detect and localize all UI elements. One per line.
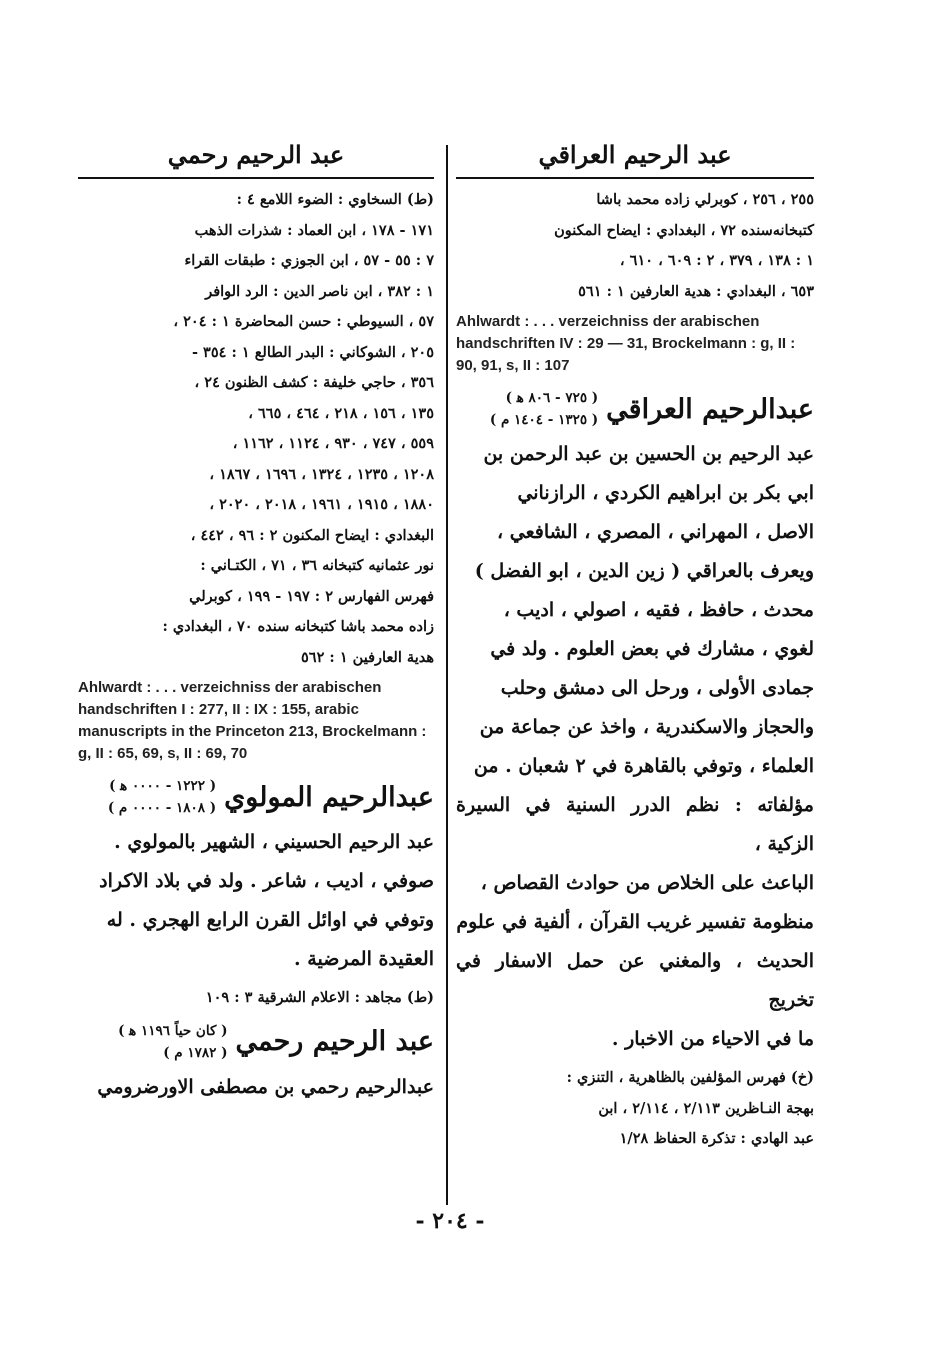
text-line: ٣٥٦ ، حاجي خليفة : كشف الظنون ٢٤ ، bbox=[194, 374, 434, 391]
right-column bbox=[456, 135, 814, 1155]
entry-dates bbox=[490, 387, 598, 431]
entry-body bbox=[78, 1068, 434, 1107]
entry-dates bbox=[118, 1020, 227, 1064]
text-line: ما في الاحياء من الاخبار . bbox=[611, 1028, 814, 1050]
text-line: ٢٠٥ ، الشوكاني : البدر الطالع ١ : ٣٥٤ - bbox=[191, 343, 434, 361]
text-line: الحديث ، والمغني عن حمل الاسفار في تخريج bbox=[456, 950, 814, 1011]
text-line: منظومة تفسير غريب القرآن ، ألفية في علوم bbox=[456, 911, 814, 933]
left-column-header: عبد الرحيم رحمي bbox=[167, 140, 345, 169]
text-line: وتوفي في اوائل القرن الرابع الهجري . له bbox=[106, 909, 434, 931]
text-line: العقيدة المرضية . bbox=[294, 948, 434, 970]
latin-reference: Ahlwardt : . . . verzeichniss der arabischen handschriften IV : 29 — 31, Brockelmann : g, II : 90, 91, s, II : 107 bbox=[456, 313, 796, 374]
text-line: صوفي ، اديب ، شاعر . ولد في بلاد الاكراد bbox=[99, 870, 434, 892]
text-line: ١ : ١٣٨ ، ٣٧٩ ، ٢ : ٦٠٩ ، ٦١٠ ، bbox=[619, 252, 814, 269]
entry-name: عبدالرحيم المولوي bbox=[224, 781, 434, 813]
text-line: ١٢٠٨ ، ١٢٣٥ ، ١٣٢٤ ، ١٦٩٦ ، ١٨٦٧ ، bbox=[209, 465, 434, 483]
text-line: عبد الرحيم بن الحسين بن عبد الرحمن بن bbox=[483, 443, 814, 465]
header-rule bbox=[456, 177, 814, 179]
entry-heading bbox=[78, 1020, 434, 1064]
text-line: العلماء ، وتوفي بالقاهرة في ٢ شعبان . من bbox=[473, 755, 814, 777]
page-number: - ٢٠٤ - bbox=[415, 1208, 485, 1234]
left-column bbox=[78, 135, 434, 1107]
text-line: ويعرف بالعراقي ( زين الدين ، ابو الفضل ) bbox=[474, 560, 814, 582]
entry-name: عبد الرحيم رحمي bbox=[235, 1026, 434, 1057]
text-line: (خ) فهرس المؤلفين بالظاهرية ، التنزي : bbox=[566, 1069, 814, 1086]
right-column-header: عبد الرحيم العراقي bbox=[538, 140, 732, 169]
text-line: محدث ، حافظ ، فقيه ، اصولي ، اديب ، bbox=[503, 599, 814, 621]
continued-references bbox=[456, 185, 814, 307]
entry-body bbox=[78, 823, 434, 979]
text-line: الاصل ، المهراني ، المصري ، الشافعي ، bbox=[497, 521, 814, 543]
text-line: ١ : ٣٨٢ ، ابن ناصر الدين : الرد الوافر bbox=[205, 282, 434, 300]
text-line: هدية العارفين ١ : ٥٦٢ bbox=[301, 648, 434, 666]
dates-hijri: ( كان حياً ١١٩٦ ﻫ ) bbox=[118, 1022, 228, 1039]
text-line: ٢٥٥ ، ٢٥٦ ، كوبرلي زاده محمد باشا bbox=[596, 191, 814, 208]
continued-references bbox=[78, 185, 434, 673]
dates-gregorian: ( ١٧٨٢ م ) bbox=[163, 1044, 228, 1061]
text-line: ٧ : ٥٥ - ٥٧ ، ابن الجوزي : طبقات القراء bbox=[184, 252, 434, 269]
dates-gregorian: ( ١٣٢٥ - ١٤٠٤ م ) bbox=[489, 412, 599, 428]
text-line: (ط) مجاهد : الاعلام الشرقية ٣ : ١٠٩ bbox=[205, 989, 434, 1006]
text-line: الباعث على الخلاص من حوادث القصاص ، bbox=[480, 872, 814, 894]
text-line: ابي بكر بن ابراهيم الكردي ، الرازناني bbox=[517, 482, 814, 504]
dates-gregorian: ( ١٨٠٨ - ٠٠٠٠ م ) bbox=[107, 800, 217, 816]
text-line: عبد الرحيم الحسيني ، الشهير بالمولوي . bbox=[114, 831, 434, 853]
latin-reference: Ahlwardt : . . . verzeichniss der arabischen handschriften I : 277, II : IX : 155, arabic manuscripts in the Princeton 213, Brockelmann : g, II : 65, 69, s, II : 69, 70 bbox=[78, 679, 427, 762]
entry-heading bbox=[78, 775, 434, 819]
text-line: عبدالرحيم رحمي بن مصطفى الاورضرومي bbox=[97, 1075, 434, 1098]
dates-hijri: ( ٧٢٥ - ٨٠٦ ﻫ ) bbox=[505, 390, 599, 406]
text-line: والحجاز والاسكندرية ، واخذ عن جماعة من bbox=[479, 716, 814, 738]
text-line: نور عثمانيه كتبخانه ٣٦ ، ٧١ ، الكتـاني : bbox=[200, 557, 434, 574]
text-line: عبد الهادي : تذكرة الحفاظ ١/٢٨ bbox=[619, 1130, 814, 1147]
entry-name: عبدالرحيم العراقي bbox=[606, 393, 814, 425]
text-line: بهجة النـاظرين ٢/١١٣ ، ٢/١١٤ ، ابن bbox=[598, 1099, 814, 1117]
entry-dates bbox=[108, 775, 216, 819]
text-line: ٥٥٩ ، ٧٤٧ ، ٩٣٠ ، ١١٢٤ ، ١١٦٢ ، bbox=[232, 435, 434, 452]
text-line: ١٧١ - ١٧٨ ، ابن العماد : شذرات الذهب bbox=[194, 221, 434, 239]
text-line: ١٣٥ ، ١٥٦ ، ٢١٨ ، ٤٦٤ ، ٦٦٥ ، bbox=[248, 404, 434, 422]
text-line: ١٨٨٠ ، ١٩١٥ ، ١٩٦١ ، ٢٠١٨ ، ٢٠٢٠ ، bbox=[209, 496, 434, 513]
text-line: فهرس الفهارس ٢ : ١٩٧ - ١٩٩ ، كوبرلي bbox=[189, 587, 434, 605]
entry-heading bbox=[456, 387, 814, 431]
text-line: البغدادي : ايضاح المكنون ٢ : ٩٦ ، ٤٤٢ ، bbox=[190, 526, 434, 544]
text-line: لغوي ، مشارك في بعض العلوم . ولد في bbox=[490, 638, 814, 660]
text-line: مؤلفاته : نظم الدرر السنية في السيرة الزكية ، bbox=[456, 794, 814, 855]
text-line: (ط) السخاوي : الضوء اللامع ٤ : bbox=[236, 191, 434, 208]
entry-body bbox=[456, 435, 814, 1059]
column-divider bbox=[446, 145, 448, 1205]
entry-references bbox=[78, 983, 434, 1014]
dates-hijri: ( ١٢٢٢ - ٠٠٠٠ ﻫ ) bbox=[109, 778, 217, 794]
entry-references bbox=[456, 1063, 814, 1155]
text-line: زاده محمد باشا كتبخانه سنده ٧٠ ، البغدادي : bbox=[162, 618, 434, 635]
text-line: ٦٥٣ ، البغدادي : هدية العارفين ١ : ٥٦١ bbox=[578, 282, 814, 300]
text-line: كتبخانه‌سنده ٧٢ ، البغدادي : ايضاح المكنون bbox=[554, 221, 814, 239]
text-line: جمادى الأولى ، ورحل الى دمشق وحلب bbox=[500, 677, 814, 699]
header-rule bbox=[78, 177, 434, 179]
text-line: ٥٧ ، السيوطي : حسن المحاضرة ١ : ٢٠٤ ، bbox=[173, 313, 434, 330]
